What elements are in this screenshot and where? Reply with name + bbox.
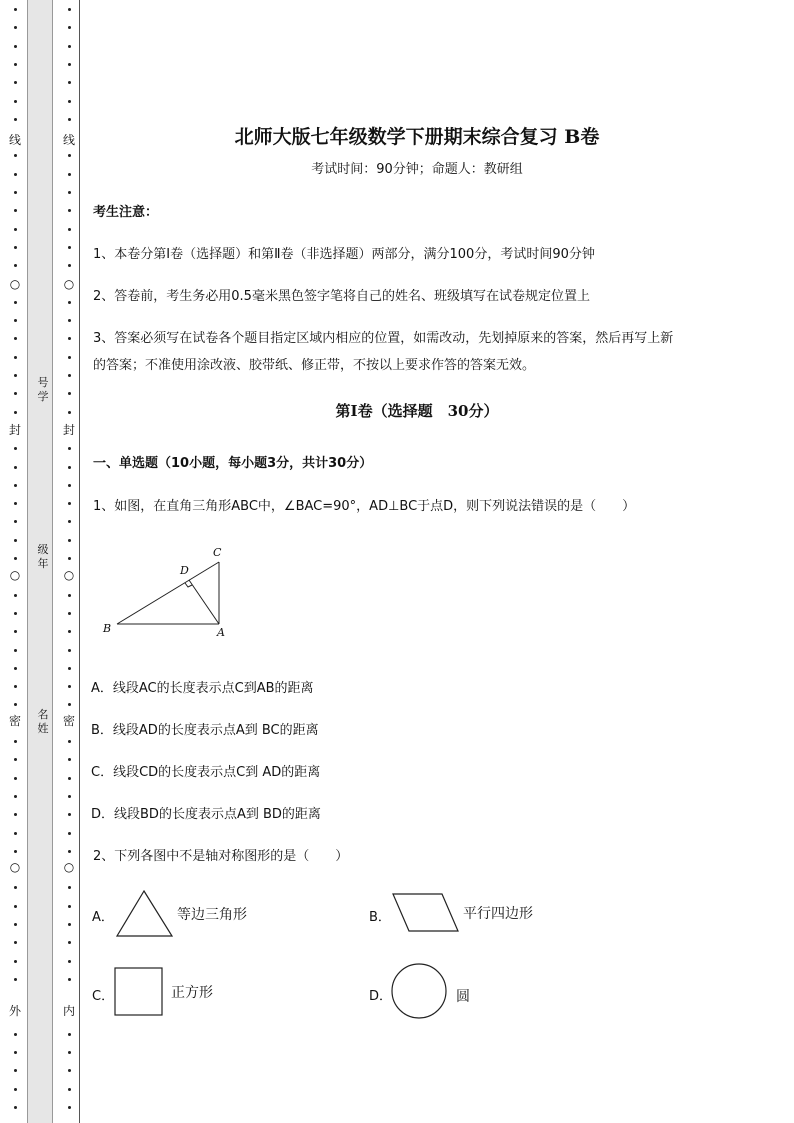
- binding-dot: [14, 264, 17, 267]
- margin-char-nei: 内: [62, 1004, 75, 1018]
- question-1-option-d[interactable]: D．线段BD的长度表示点A到 BD的距离: [91, 807, 321, 822]
- binding-dot: [68, 685, 71, 688]
- binding-dot: [68, 1069, 71, 1072]
- margin-char-circle: ○: [63, 277, 75, 291]
- binding-dot: [68, 246, 71, 249]
- binding-dot: [68, 100, 71, 103]
- binding-dot: [68, 978, 71, 981]
- binding-dot: [68, 63, 71, 66]
- binding-dot: [14, 685, 17, 688]
- binding-dot: [14, 941, 17, 944]
- circle-icon: [390, 962, 450, 1022]
- binding-dot: [14, 667, 17, 670]
- question-1-stem: 1、如图，在直角三角形ABC中，∠BAC=90°，AD⊥BC于点D，则下列说法错误的是（ ）: [93, 499, 636, 514]
- binding-dot: [14, 649, 17, 652]
- notice-item: 的答案；不准使用涂改液、胶带纸、修正带，不按以上要求作答的答案无效。: [93, 358, 536, 373]
- binding-dot: [68, 26, 71, 29]
- binding-dot: [14, 209, 17, 212]
- binding-dot: [68, 392, 71, 395]
- vertex-label-c: C: [213, 546, 222, 559]
- binding-dot: [68, 264, 71, 267]
- student-number-label: 号 学: [37, 376, 49, 403]
- binding-dot: [68, 850, 71, 853]
- margin-char-xian: 线: [62, 133, 75, 147]
- binding-dot: [68, 484, 71, 487]
- binding-dot: [68, 740, 71, 743]
- parallelogram-icon: [390, 890, 462, 936]
- binding-dot: [68, 319, 71, 322]
- notice-item: 1、本卷分第I卷（选择题）和第Ⅱ卷（非选择题）两部分，满分100分，考试时间90分钟: [93, 247, 595, 262]
- binding-dot: [14, 45, 17, 48]
- binding-dot: [14, 466, 17, 469]
- vertex-label-d: D: [180, 564, 189, 577]
- margin-char-circle: ○: [63, 860, 75, 874]
- question-2-option-c-text: 正方形: [171, 985, 213, 1001]
- binding-dot: [68, 667, 71, 670]
- binding-dot: [68, 832, 71, 835]
- binding-dot: [14, 301, 17, 304]
- binding-dot: [14, 520, 17, 523]
- binding-dot: [14, 502, 17, 505]
- binding-dot: [68, 539, 71, 542]
- margin-char-circle: ○: [9, 277, 21, 291]
- question-2-option-d-text: 圆: [456, 989, 470, 1005]
- question-1-option-b[interactable]: B．线段AD的长度表示点A到 BC的距离: [91, 723, 319, 738]
- binding-dot: [14, 813, 17, 816]
- binding-dot: [68, 813, 71, 816]
- binding-dot: [68, 337, 71, 340]
- margin-char-mi: 密: [62, 714, 75, 728]
- binding-dot: [14, 1033, 17, 1036]
- binding-dot: [14, 777, 17, 780]
- margin-char-circle: ○: [9, 860, 21, 874]
- question-2-option-a-letter[interactable]: A．: [92, 910, 114, 925]
- binding-dot: [14, 1106, 17, 1109]
- binding-dot: [14, 100, 17, 103]
- binding-dot: [14, 1088, 17, 1091]
- binding-dot: [68, 1088, 71, 1091]
- binding-dot: [14, 594, 17, 597]
- binding-dot: [68, 905, 71, 908]
- binding-dot: [14, 795, 17, 798]
- binding-dot: [14, 246, 17, 249]
- binding-dot: [68, 466, 71, 469]
- segment-ad: [189, 580, 219, 624]
- binding-dot: [68, 45, 71, 48]
- part-heading: 一、单选题（10小题，每小题3分，共计30分）: [93, 456, 373, 471]
- binding-dot: [68, 8, 71, 11]
- binding-dot: [14, 832, 17, 835]
- question-1-figure: [95, 542, 245, 642]
- binding-dot: [14, 539, 17, 542]
- binding-dot: [14, 81, 17, 84]
- binding-dot: [14, 703, 17, 706]
- margin-char-wai: 外: [8, 1004, 21, 1018]
- binding-dot: [68, 777, 71, 780]
- binding-dot: [14, 557, 17, 560]
- binding-dot: [14, 612, 17, 615]
- binding-dot: [14, 630, 17, 633]
- binding-dot: [14, 337, 17, 340]
- binding-dot: [14, 960, 17, 963]
- margin-char-xian: 线: [8, 133, 21, 147]
- binding-dot: [68, 941, 71, 944]
- binding-dot: [68, 630, 71, 633]
- binding-dot: [14, 850, 17, 853]
- margin-char-feng: 封: [62, 423, 75, 437]
- binding-dot: [68, 703, 71, 706]
- margin-char-mi: 密: [8, 714, 21, 728]
- binding-dot: [68, 154, 71, 157]
- question-2-option-c-letter[interactable]: C．: [92, 989, 115, 1004]
- exam-subtitle: 考试时间：90分钟；命题人：教研组: [311, 162, 523, 177]
- binding-dot: [14, 978, 17, 981]
- binding-dot: [14, 886, 17, 889]
- binding-dot: [68, 118, 71, 121]
- binding-dot: [68, 191, 71, 194]
- vertex-label-b: B: [103, 622, 112, 635]
- binding-dot: [14, 356, 17, 359]
- name-label: 名 姓: [37, 708, 49, 735]
- binding-dot: [14, 228, 17, 231]
- binding-dot: [14, 1069, 17, 1072]
- binding-dot: [14, 154, 17, 157]
- binding-dot: [68, 1051, 71, 1054]
- margin-char-feng: 封: [8, 423, 21, 437]
- binding-dot: [14, 740, 17, 743]
- binding-dot: [68, 81, 71, 84]
- notice-heading: 考生注意：: [93, 205, 159, 220]
- binding-dot: [68, 520, 71, 523]
- binding-dot: [68, 301, 71, 304]
- binding-dot: [14, 8, 17, 11]
- binding-dot: [14, 63, 17, 66]
- margin-char-circle: ○: [9, 568, 21, 582]
- segment-bc: [117, 562, 219, 624]
- question-2-option-b-letter[interactable]: B．: [369, 910, 391, 925]
- binding-dot: [14, 905, 17, 908]
- binding-dot: [68, 612, 71, 615]
- binding-dot: [14, 758, 17, 761]
- binding-dot: [68, 795, 71, 798]
- exam-title: 北师大版七年级数学下册期末综合复习 B卷: [234, 126, 600, 148]
- binding-dot: [68, 758, 71, 761]
- notice-item: 3、答案必须写在试卷各个题目指定区域内相应的位置，如需改动，先划掉原来的答案，然后再写上新: [93, 331, 674, 346]
- vertex-label-a: A: [217, 626, 225, 639]
- question-2-option-d-letter[interactable]: D．: [369, 989, 393, 1004]
- question-2-option-a-text: 等边三角形: [177, 907, 247, 923]
- binding-dot: [14, 923, 17, 926]
- binding-dot: [68, 886, 71, 889]
- binding-dot: [68, 374, 71, 377]
- triangle-icon: [114, 888, 176, 940]
- question-2-stem: 2、下列各图中不是轴对称图形的是（ ）: [93, 849, 349, 864]
- binding-dot: [14, 374, 17, 377]
- binding-dot: [14, 1051, 17, 1054]
- binding-dot: [14, 191, 17, 194]
- binding-dot: [68, 1106, 71, 1109]
- binding-dot: [14, 319, 17, 322]
- binding-dot: [68, 594, 71, 597]
- binding-dot: [68, 960, 71, 963]
- binding-dot: [14, 447, 17, 450]
- binding-dot: [68, 228, 71, 231]
- binding-dot: [14, 392, 17, 395]
- binding-dot: [68, 502, 71, 505]
- question-1-option-a[interactable]: A．线段AC的长度表示点C到AB的距离: [91, 681, 314, 696]
- question-2-option-b-text: 平行四边形: [463, 906, 533, 922]
- section-title: 第I卷（选择题 30分）: [335, 402, 499, 420]
- margin-char-circle: ○: [63, 568, 75, 582]
- binding-dot: [14, 484, 17, 487]
- binding-dot: [68, 209, 71, 212]
- binding-dot: [14, 118, 17, 121]
- square-icon: [113, 966, 165, 1018]
- binding-dot: [68, 923, 71, 926]
- binding-dot: [68, 447, 71, 450]
- binding-dot: [68, 557, 71, 560]
- grade-label: 级 年: [37, 543, 49, 570]
- binding-dot: [68, 356, 71, 359]
- binding-dot: [68, 649, 71, 652]
- binding-dot: [14, 26, 17, 29]
- question-1-option-c[interactable]: C．线段CD的长度表示点C到 AD的距离: [91, 765, 321, 780]
- binding-dot: [68, 1033, 71, 1036]
- notice-item: 2、答卷前，考生务必用0.5毫米黑色签字笔将自己的姓名、班级填写在试卷规定位置上: [93, 289, 590, 304]
